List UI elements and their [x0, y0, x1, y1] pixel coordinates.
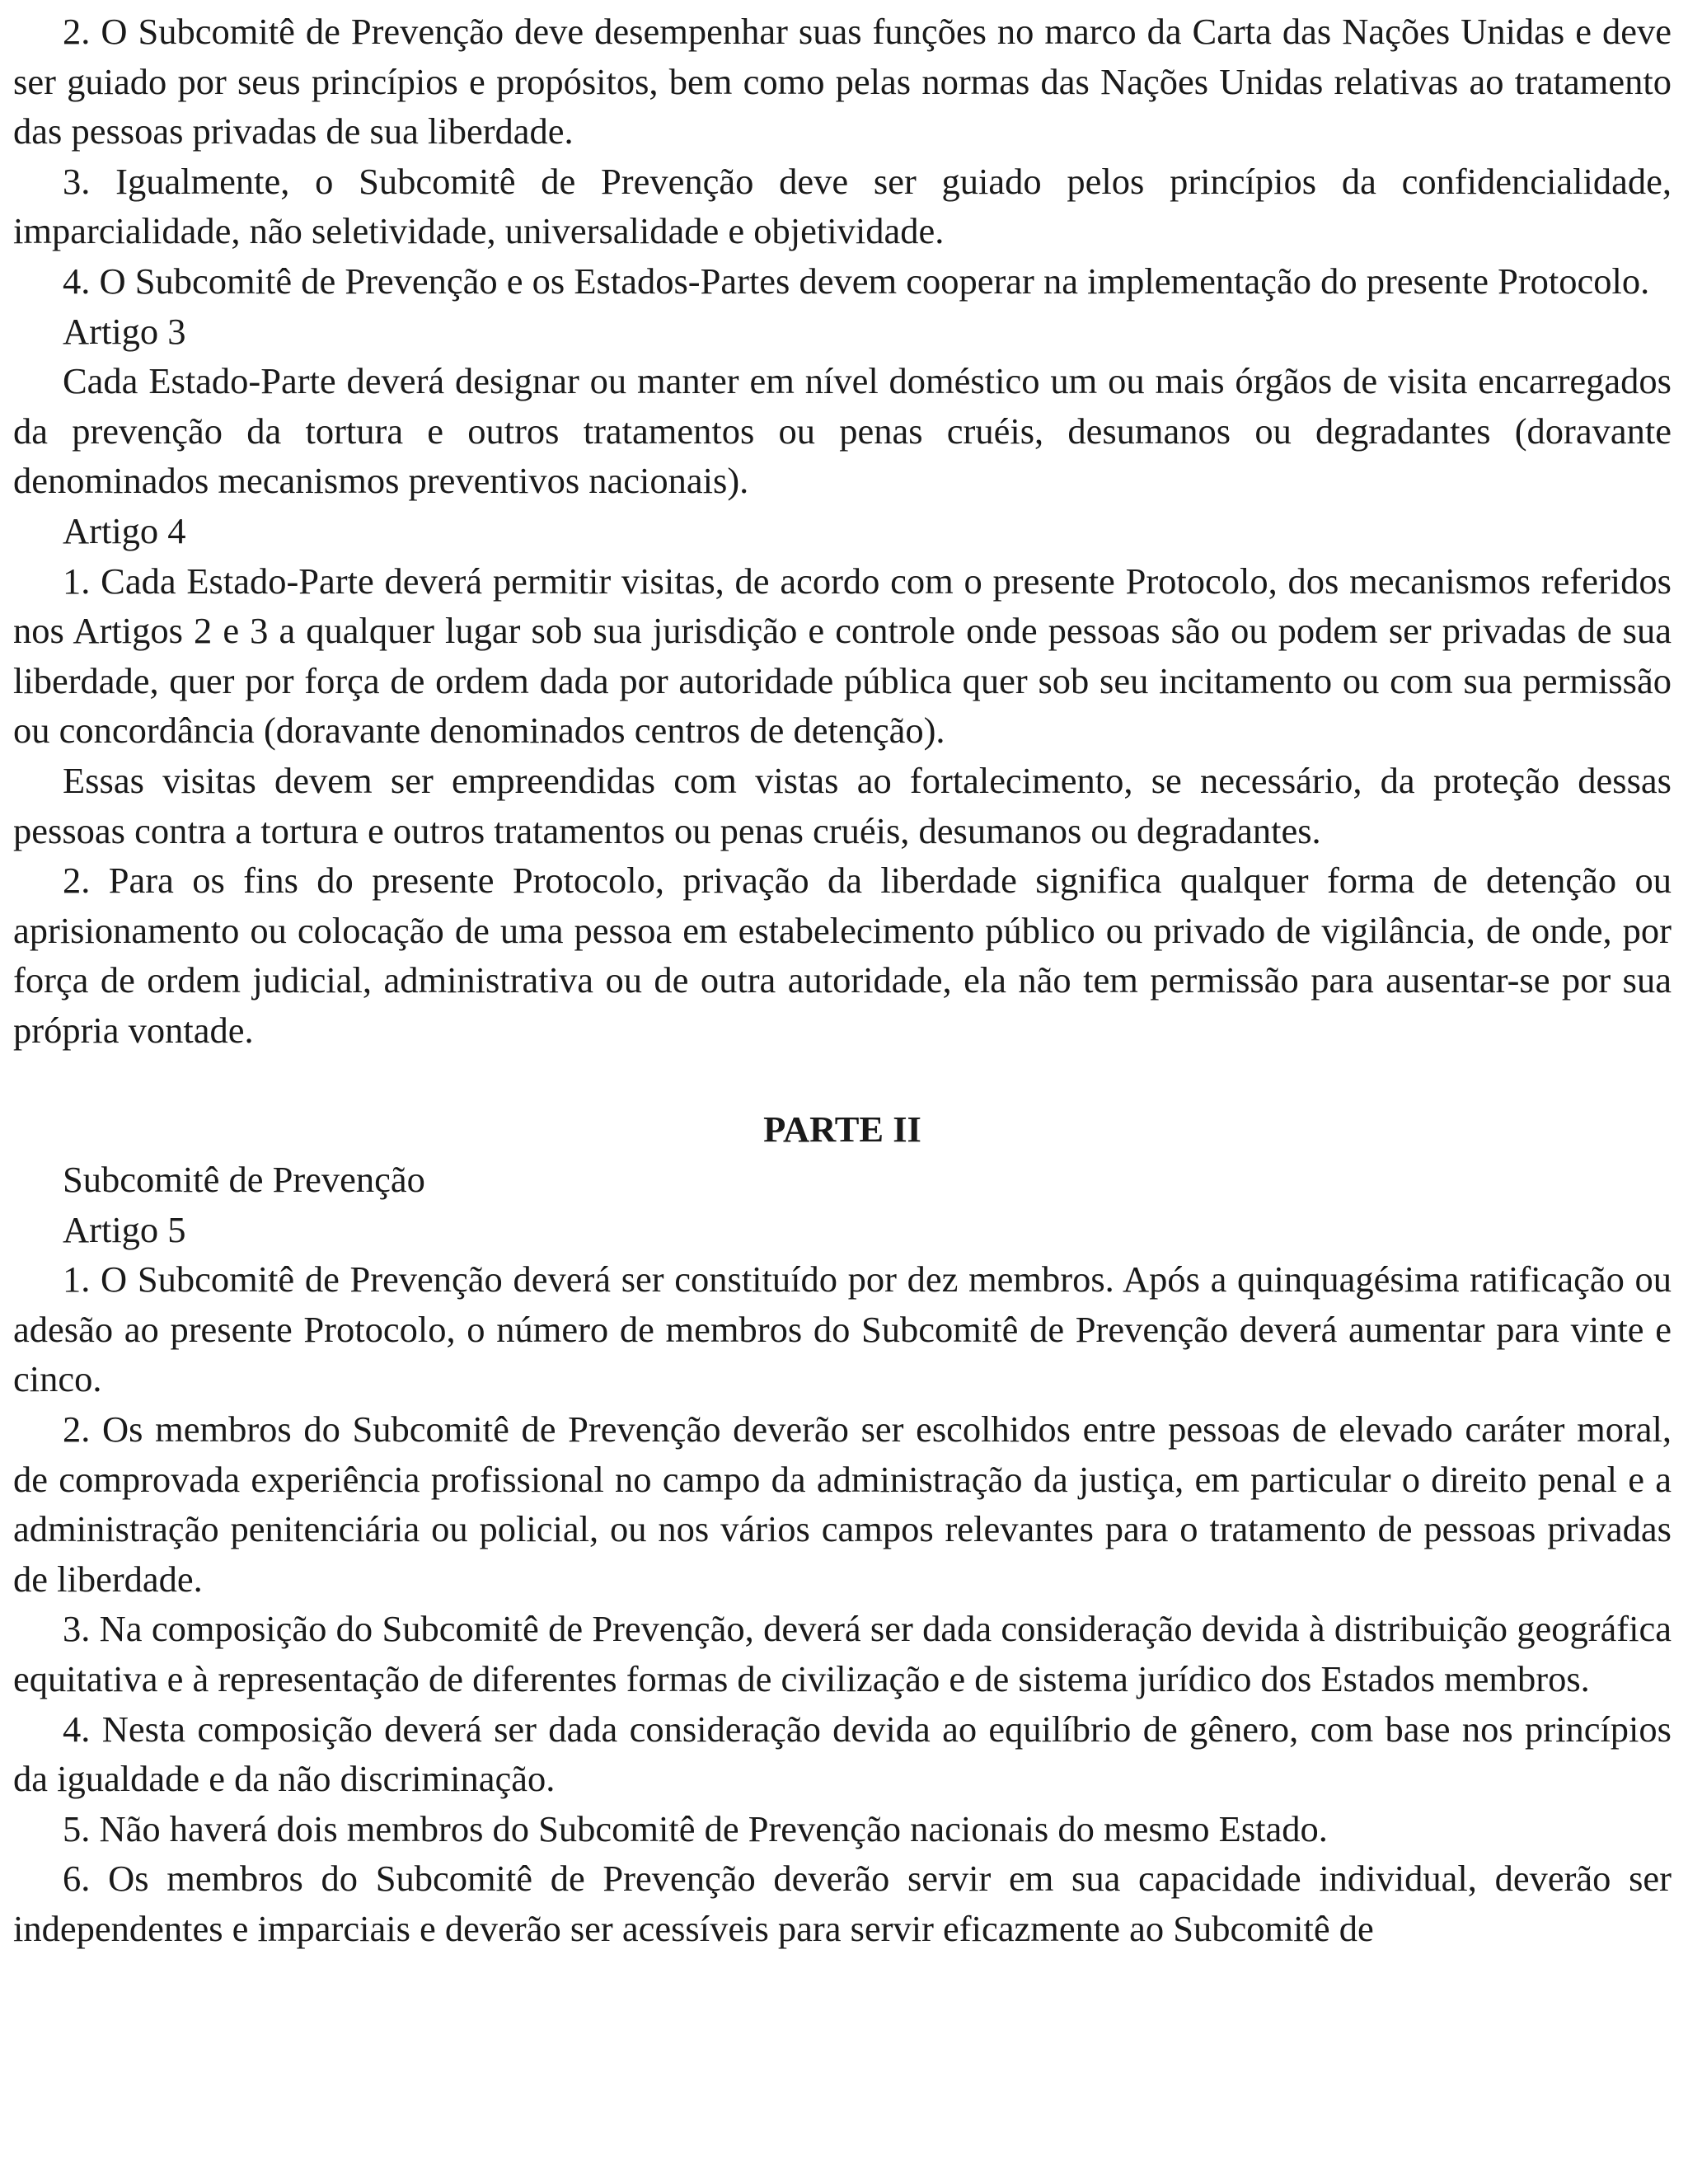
paragraph-article-2-item-3: 3. Igualmente, o Subcomitê de Prevenção deve ser guiado pelos princípios da confidencialidade, imparcialidade, não seletividade, universalidade e objetividade.	[13, 160, 1672, 252]
part-heading: PARTE II	[763, 1108, 921, 1151]
paragraph-article-4-item-2: 2. Para os fins do presente Protocolo, privação da liberdade significa qualquer forma de detenção ou aprisionamento ou colocação de uma pessoa em estabelecimento público ou privado de vigilância, de onde, por força de ordem judicial, administrativa ou de outra autoridade, ela não tem permissão para ausentar-se por sua própria vontade.	[13, 860, 1672, 1051]
section-subtitle: Subcomitê de Prevenção	[63, 1159, 425, 1201]
paragraph-article-5-item-2: 2. Os membros do Subcomitê de Prevenção deverão ser escolhidos entre pessoas de elevado caráter moral, de comprovada experiência profissional no campo da administração da justiça, em particular o direito penal e a administração penitenciária ou policial, ou nos vários campos relevantes para o tratamento de pessoas privadas de liberdade.	[13, 1408, 1672, 1600]
paragraph-article-3: Cada Estado-Parte deverá designar ou manter em nível doméstico um ou mais órgãos de visita encarregados da prevenção da tortura e outros tratamentos ou penas cruéis, desumanos ou degradantes (doravante denominados mecanismos preventivos nacionais).	[13, 360, 1672, 502]
paragraph-article-5-item-4: 4. Nesta composição deverá ser dada consideração devida ao equilíbrio de gênero, com base nos princípios da igualdade e da não discriminação.	[13, 1708, 1672, 1800]
heading-artigo-5: Artigo 5	[63, 1208, 186, 1250]
document-page	[13, 7, 1672, 1954]
paragraph-article-4-visits: Essas visitas devem ser empreendidas com vistas ao fortalecimento, se necessário, da proteção dessas pessoas contra a tortura e outros tratamentos ou penas cruéis, desumanos ou degradantes.	[13, 759, 1672, 851]
heading-artigo-3: Artigo 3	[63, 310, 186, 352]
paragraph-article-2-item-2: 2. O Subcomitê de Prevenção deve desempenhar suas funções no marco da Carta das Nações Unidas e deve ser guiado por seus princípios e propósitos, bem como pelas normas das Nações Unidas relativas ao tratamento das pessoas privadas de sua liberdade.	[13, 11, 1672, 152]
paragraph-article-5-item-1: 1. O Subcomitê de Prevenção deverá ser constituído por dez membros. Após a quinquagésima ratificação ou adesão ao presente Protocolo, o número de membros do Subcomitê de Prevenção deverá aumentar para vinte e cinco.	[13, 1258, 1672, 1400]
heading-artigo-4: Artigo 4	[63, 509, 186, 551]
paragraph-article-5-item-6: 6. Os membros do Subcomitê de Prevenção deverão servir em sua capacidade individual, deverão ser independentes e imparciais e deverão ser acessíveis para servir eficazmente ao Subcomitê de	[13, 1858, 1672, 1949]
paragraph-article-2-item-4: 4. O Subcomitê de Prevenção e os Estados-Partes devem cooperar na implementação do presente Protocolo.	[63, 260, 1650, 302]
paragraph-article-4-item-1: 1. Cada Estado-Parte deverá permitir visitas, de acordo com o presente Protocolo, dos mecanismos referidos nos Artigos 2 e 3 a qualquer lugar sob sua jurisdição e controle onde pessoas são ou podem ser privadas de sua liberdade, quer por força de ordem dada por autoridade pública quer sob seu incitamento ou com sua permissão ou concordância (doravante denominados centros de detenção).	[13, 560, 1672, 752]
paragraph-article-5-item-3: 3. Na composição do Subcomitê de Prevenção, deverá ser dada consideração devida à distribuição geográfica equitativa e à representação de diferentes formas de civilização e de sistema jurídico dos Estados membros.	[13, 1608, 1672, 1699]
paragraph-article-5-item-5: 5. Não haverá dois membros do Subcomitê de Prevenção nacionais do mesmo Estado.	[63, 1807, 1328, 1849]
